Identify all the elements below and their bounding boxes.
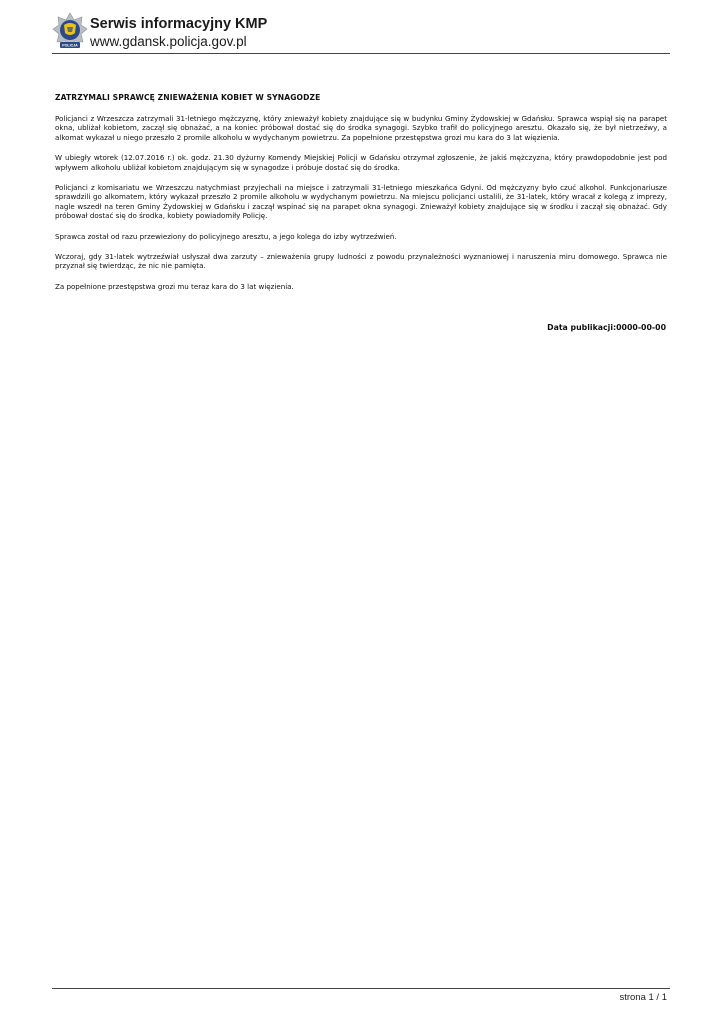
article-paragraph: W ubiegły wtorek (12.07.2016 r.) ok. godz. 21.30 dyżurny Komendy Miejskiej Policji w Gdańsku otrzymał zgłoszenie, że jakiś mężczyzna, który prawdopodobnie jest pod wpływem alkoholu ubliżał kobietom znajdującym się w synagodze i próbuje dostać się do środka.	[55, 153, 667, 172]
publication-date: Data publikacji:0000-00-00	[547, 323, 666, 332]
logo-text: POLICJA	[62, 43, 78, 48]
article-paragraph: Policjanci z komisariatu we Wrzeszczu natychmiast przyjechali na miejsce i zatrzymali 31-letniego mieszkańca Gdyni. Od mężczyzny było czuć alkohol. Funkcjonariusze sprawdzili go alkomatem, który wykazał przeszło 2 promile alkoholu w wydychanym powietrzu. Na miejscu policjanci ustalili, że 31-latek, który wracał z kolegą z imprezy, nagle wszedł na teren Gminy Żydowskiej w Gdańsku i zaczął wspinać się na parapet okna synagogi. Znieważył kobiety znajdujące się w środku i zaczął się obnażać. Gdy próbował dostać się do środka, kobiety powiadomiły Policję.	[55, 183, 667, 221]
article-paragraph: Sprawca został od razu przewieziony do policyjnego aresztu, a jego kolega do izby wytrzeźwień.	[55, 231, 397, 241]
footer-divider	[52, 988, 670, 989]
page-header	[52, 12, 672, 54]
article-paragraph: Policjanci z Wrzeszcza zatrzymali 31-letniego mężczyznę, który znieważył kobiety znajdujące się w budynku Gminy Żydowskiej w Gdańsku. Sprawca wspiął się na parapet okna, ubliżał kobietom, zaczął się obnażać, a na koniec próbował dostać się do środka synagogi. Szybko trafił do policyjnego aresztu. Okazało się, że był nietrzeźwy, a alkomat wykazał u niego przeszło 2 promile alkoholu w wydychanym powietrzu. Za popełnione przestępstwa grozi mu kara do 3 lat więzienia.	[55, 114, 667, 142]
article-title: ZATRZYMALI SPRAWCĘ ZNIEWAŻENIA KOBIET W SYNAGODZE	[55, 93, 321, 102]
police-star-badge-icon	[52, 12, 88, 52]
page-number: strona 1 / 1	[619, 992, 667, 1003]
site-url: www.gdansk.policja.gov.pl	[90, 34, 247, 49]
article	[55, 93, 667, 302]
header-divider	[52, 53, 670, 54]
site-title: Serwis informacyjny KMP	[90, 16, 268, 32]
article-paragraph: Za popełnione przestępstwa grozi mu teraz kara do 3 lat więzienia.	[55, 281, 294, 291]
article-paragraph: Wczoraj, gdy 31-latek wytrzeźwiał usłyszał dwa zarzuty – znieważenia grupy ludności z powodu przynależności wyznaniowej i naruszenia miru domowego. Sprawca nie przyznał się twierdząc, że nic nie pamięta.	[55, 252, 667, 271]
